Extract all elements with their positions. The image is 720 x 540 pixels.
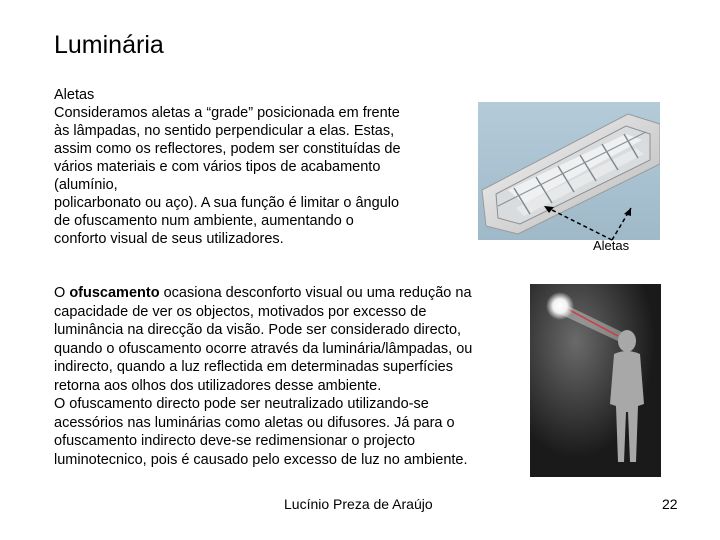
para2-first-line (54, 284, 524, 303)
para1-line: (alumínio, (54, 177, 118, 193)
slide-title: Luminária (54, 31, 164, 59)
para1-line: policarbonato ou aço). A sua função é limitar o ângulo (54, 195, 400, 211)
page-number: 22 (662, 496, 678, 512)
para2-line: retorna aos olhos dos utilizadores desse ambiente. (54, 377, 382, 394)
para2-line: capacidade de ver os objectos, motivados por excesso de (54, 303, 427, 320)
aletas-section (54, 86, 454, 248)
footer-author: Lucínio Preza de Araújo (284, 496, 433, 512)
para1-line: Consideramos aletas a “grade” posicionada em frente (54, 105, 400, 121)
para2-line: ocasiona desconforto visual ou uma redução na (159, 285, 472, 301)
para2-lead: O (54, 285, 70, 301)
figure-label: Aletas (593, 238, 630, 253)
para2-line: luminotecnico, pois é causado pelo excesso de luz no ambiente. (54, 451, 468, 468)
para1-line: vários materiais e com vários tipos de acabamento (54, 159, 381, 175)
ofuscamento-section (54, 284, 524, 469)
para1-line: às lâmpadas, no sentido perpendicular a elas. Estas, (54, 123, 395, 139)
para2-line: quando o ofuscamento ocorre através da luminária/lâmpadas, ou (54, 340, 473, 357)
glare-photo (530, 284, 661, 477)
para2-line: luminância na direcção da visão. Pode ser considerado directo, (54, 322, 462, 338)
para1-line: de ofuscamento num ambiente, aumentando o (54, 213, 354, 229)
para1-line: conforto visual de seus utilizadores. (54, 231, 284, 247)
para2-line: indirecto, quando a luz reflectida em determinadas superfícies (54, 359, 453, 375)
ofuscamento-term: ofuscamento (69, 285, 160, 301)
para1-line: assim como os reflectores, podem ser constituídas de (54, 141, 401, 157)
section-heading: Aletas (54, 87, 95, 103)
para2-line: ofuscamento indirecto deve-se redimensionar o projecto (54, 433, 416, 449)
para2-line: acessórios nas luminárias como aletas ou difusores. Já para o (54, 414, 455, 431)
para2-line: O ofuscamento directo pode ser neutralizado utilizando-se (54, 396, 429, 412)
